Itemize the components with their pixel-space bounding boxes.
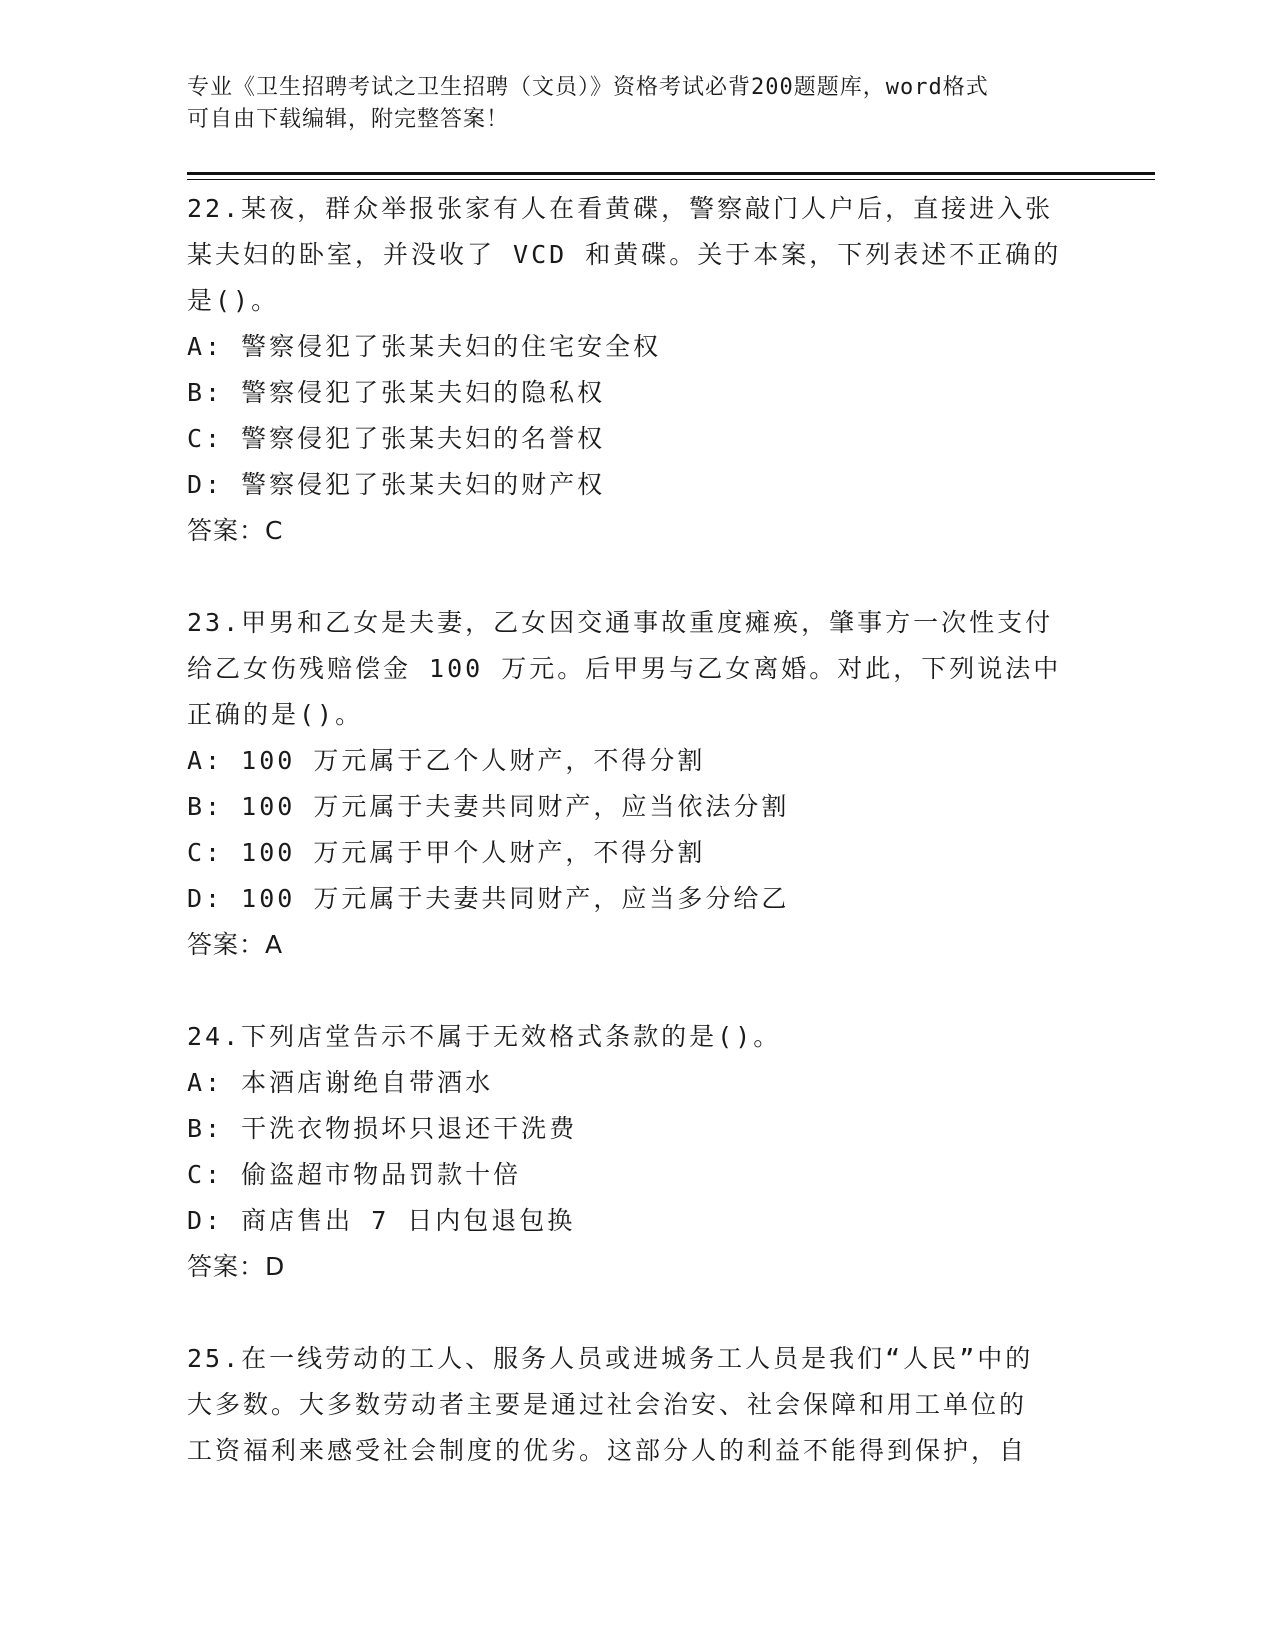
option-d: D: 100 万元属于夫妻共同财产，应当多分给乙	[187, 884, 790, 913]
question-stem-line: 22.某夜，群众举报张家有人在看黄碟，警察敲门人户后，直接进入张	[187, 194, 1054, 223]
question-23	[187, 600, 1087, 968]
option-d: D: 警察侵犯了张某夫妇的财产权	[187, 470, 606, 499]
question-stem-line: 给乙女伤残赔偿金 100 万元。后甲男与乙女离婚。对此，下列说法中	[187, 654, 1062, 683]
question-stem-line: 23.甲男和乙女是夫妻，乙女因交通事故重度瘫痪，肇事方一次性支付	[187, 608, 1054, 637]
question-stem-line: 正确的是()。	[187, 700, 364, 729]
question-22	[187, 186, 1087, 554]
document-header	[187, 72, 1087, 136]
header-divider-thin	[187, 179, 1155, 180]
option-a: A: 本酒店谢绝自带酒水	[187, 1068, 494, 1097]
question-stem-line: 大多数。大多数劳动者主要是通过社会治安、社会保障和用工单位的	[187, 1390, 1028, 1419]
option-b: B: 100 万元属于夫妻共同财产，应当依法分割	[187, 792, 790, 821]
header-line-1: 专业《卫生招聘考试之卫生招聘（文员）》资格考试必背200题题库，word格式	[187, 75, 989, 100]
option-d: D: 商店售出 7 日内包退包换	[187, 1206, 576, 1235]
question-24	[187, 1014, 1087, 1290]
header-divider-thick	[187, 172, 1155, 175]
option-c: C: 警察侵犯了张某夫妇的名誉权	[187, 424, 606, 453]
question-stem-line: 24.下列店堂告示不属于无效格式条款的是()。	[187, 1022, 782, 1051]
answer-label: 答案：C	[187, 516, 284, 545]
option-c: C: 100 万元属于甲个人财产，不得分割	[187, 838, 706, 867]
question-stem-line: 某夫妇的卧室，并没收了 VCD 和黄碟。关于本案，下列表述不正确的	[187, 240, 1062, 269]
question-list	[187, 186, 1087, 1474]
option-c: C: 偷盗超市物品罚款十倍	[187, 1160, 522, 1189]
option-a: A: 警察侵犯了张某夫妇的住宅安全权	[187, 332, 662, 361]
question-25	[187, 1336, 1087, 1474]
question-stem-line: 25.在一线劳动的工人、服务人员或进城务工人员是我们“人民”中的	[187, 1344, 1034, 1373]
answer-label: 答案：D	[187, 1252, 286, 1281]
option-b: B: 干洗衣物损坏只退还干洗费	[187, 1114, 578, 1143]
option-a: A: 100 万元属于乙个人财产，不得分割	[187, 746, 706, 775]
question-stem-line: 是()。	[187, 286, 280, 315]
answer-label: 答案：A	[187, 930, 284, 959]
option-b: B: 警察侵犯了张某夫妇的隐私权	[187, 378, 606, 407]
header-line-2: 可自由下载编辑，附完整答案！	[187, 107, 510, 132]
question-stem-line: 工资福利来感受社会制度的优劣。这部分人的利益不能得到保护，自	[187, 1436, 1028, 1465]
